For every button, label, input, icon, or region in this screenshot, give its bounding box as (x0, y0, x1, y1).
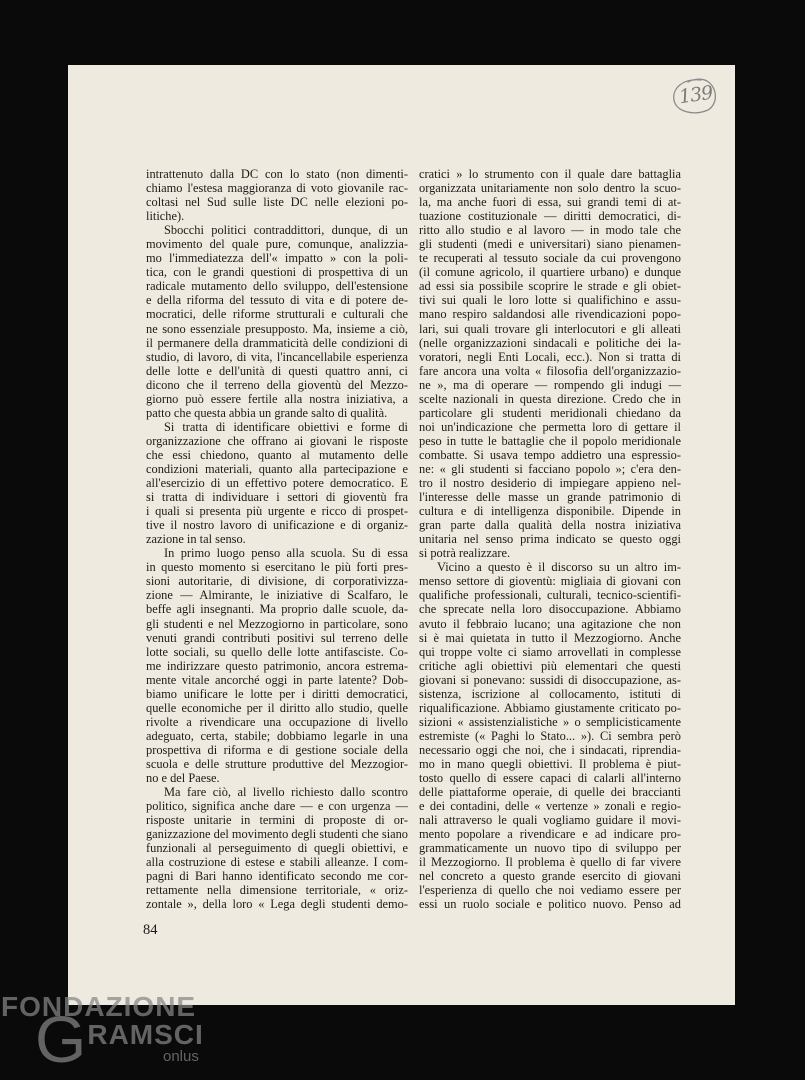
text-line: e della riforma del tessuto di vita e di potere de- (146, 293, 408, 308)
text-line: combatte. Si usava tempo addietro una espressio- (419, 447, 681, 462)
text-line: radicale mutamento dello sviluppo, dell'estensione (146, 279, 408, 294)
paragraph (146, 420, 408, 546)
text-line: mocratici, delle riforme strutturali e culturali che (146, 307, 408, 322)
text-line: mo in mano quegli obiettivi. Il problema è piut- (419, 756, 681, 771)
text-line: Si tratta di identificare obiettivi e forme di (164, 419, 408, 434)
text-line: giovani si ponevano: sussidi di disoccupazione, as- (419, 672, 681, 687)
paragraph (419, 167, 681, 560)
text-line: lari, sui quali trovare gli interlocutori e gli alleati (419, 321, 681, 336)
text-line: cratici » lo strumento con il quale dare battaglia (419, 167, 681, 181)
text-line: noi un'indicazione che permetta loro di gettare il (419, 419, 681, 434)
text-line: organizzata unitariamente non solo dentro la scuo- (419, 181, 681, 196)
text-line: Vicino a questo è il discorso su un altro im- (437, 560, 681, 575)
text-line: che essi chiedono, quanto al mutamento delle (146, 447, 408, 462)
document-page (68, 65, 735, 1005)
text-line: dicono che il terreno della gioventù del Mezzo- (146, 377, 408, 392)
text-line: mente vitale ancorché oggi in parte latente? Dob- (146, 672, 408, 687)
text-line: ganizzazione del movimento degli studenti che siano (146, 827, 408, 842)
text-line: qualifiche professionali, culturali, tecnico-scientifi- (419, 588, 681, 603)
text-line: adeguato, certa, stabile; dobbiamo legarle in una (146, 728, 408, 743)
text-line: estremiste (« Paghi lo Stato... »). Ci sembra però (419, 728, 681, 743)
text-line: zione — Almirante, le iniziative di Scalfaro, le (146, 588, 408, 603)
text-line: scuola e delle strutture produttive del Mezzogior- (146, 756, 408, 771)
text-line: gli studenti e nel Mezzogiorno in particolare, sono (146, 616, 408, 631)
text-line: litiche). (146, 209, 185, 224)
text-line: sistenza, iscrizione al collocamento, istituti di (419, 686, 681, 701)
text-line: zontale », della loro « Lega degli studenti demo- (146, 897, 408, 912)
text-line: tosto quello di essere capaci di calarli all'interno (419, 771, 681, 786)
text-line: sioni autoritarie, di divisione, di corporativizza- (146, 574, 408, 589)
watermark-gramsci: GRAMSCI (35, 1002, 204, 1076)
text-line: tuazione costituzionale — diritti democratici, di- (419, 209, 681, 224)
text-line: in questo momento si esercitano le più forti pres- (146, 560, 408, 575)
paragraph (419, 560, 681, 911)
text-line: si potrà realizzare. (419, 546, 511, 561)
text-line: organizzazione che offrano ai giovani le risposte (146, 433, 408, 448)
text-line: il Mezzogiorno. Il problema è quello di far vivere (419, 855, 681, 870)
text-line: tivi sui quali le loro lotte si qualifichino e assu- (419, 293, 681, 308)
text-line: peso in tutte le battaglie che il popolo meridionale (419, 433, 681, 448)
text-line: gran parte dalla qualità della nostra iniziativa (419, 518, 681, 533)
text-line: alla costruzione di estese e stabili alleanze. I com- (146, 855, 408, 870)
right-column (419, 167, 681, 911)
text-line: tro il nostro desiderio di impiegare appieno nel- (419, 476, 681, 491)
text-line: avuto il febbraio lucano; una agitazione che non (419, 616, 681, 631)
text-line: cultura e di intelligenza disponibile. Dipende in (419, 504, 681, 519)
text-line: lotte sociali, su quello delle lotte antifasciste. Co- (146, 644, 408, 659)
text-line: no e del Paese. (146, 771, 220, 786)
text-line: (nelle organizzazioni sindacali e politiche dei la- (419, 335, 681, 350)
text-line: Ma fare ciò, al livello richiesto dallo scontro (164, 785, 408, 800)
watermark-onlus: onlus (163, 1048, 199, 1065)
text-line: coltasi nel Sud sulle liste DC nelle elezioni po- (146, 195, 408, 210)
page-number: 84 (143, 922, 158, 938)
text-line: te recuperati al tessuto sociale da cui provengono (419, 251, 681, 266)
text-line: gli studenti (medi e universitari) siano pienamen- (419, 237, 681, 252)
text-line: quelle economiche per il diritto allo studio, quelle (146, 700, 408, 715)
text-line: funzionali al perseguimento di quegli obiettivi, e (146, 841, 408, 856)
text-line: menso settore di gioventù: migliaia di giovani con (419, 574, 681, 589)
text-line: scelte nazionali in questa direzione. Credo che in (419, 391, 681, 406)
text-line: qui troppe volte ci siamo arrovellati in complesse (419, 644, 681, 659)
text-line: delle piattaforme operaie, di quelle dei braccianti (419, 785, 681, 800)
paragraph (146, 223, 408, 420)
text-line: si è mai quietata in tutto il Mezzogiorno. Anche (419, 630, 681, 645)
text-line: nali attraverso le quali vogliamo guidare il movi- (419, 813, 681, 828)
archive-number-mark (670, 76, 720, 118)
text-line: prospettiva di riforma e di gestione sociale della (146, 742, 408, 757)
text-line: i quali si presenta più urgente e ricco di prospet- (146, 504, 408, 519)
text-line: zazione in tal senso. (146, 532, 246, 547)
text-line: chiamo l'estesa maggioranza di voto giovanile rac- (146, 181, 408, 196)
text-line: essi un ruolo sociale e politico nuovo. Penso ad (419, 897, 681, 912)
watermark-fondazione: FONDAZIONE (1, 991, 197, 1022)
text-line: riqualificazione. Abbiamo giustamente criticato po- (419, 700, 681, 715)
text-line: critiche agli obiettivi più elementari che questi (419, 658, 681, 673)
text-line: movimento del quale pure, comunque, analizzia- (146, 237, 408, 252)
text-line: In primo luogo penso alla scuola. Su di essa (164, 546, 408, 561)
text-line: venuti grandi contributi positivi sul terreno delle (146, 630, 408, 645)
text-line: voratori, negli Enti Locali, ecc.). Non si tratta di (419, 349, 681, 364)
paragraph (146, 546, 408, 785)
text-line: mo l'immediatezza dell'« impatto » con la poli- (146, 251, 408, 266)
text-line: fare ancora una volta « filosofia dell'organizzazio- (419, 363, 681, 378)
text-line: ne sono essenziale presupposto. Ma, insieme a ciò, (146, 321, 408, 336)
text-line: politico, significa anche dare — e con urgenza — (146, 799, 408, 814)
text-line: giorno può essere fertile alla nostra iniziativa, a (146, 391, 408, 406)
text-line: studio, di lavoro, di vita, l'incancellabile esperienza (146, 349, 408, 364)
text-line: Sbocchi politici contraddittori, dunque, di un (164, 223, 408, 238)
text-line: intrattenuto dalla DC con lo stato (non dimenti- (146, 167, 408, 181)
text-line: particolare gli studenti meridionali chiedano da (419, 405, 681, 420)
text-line: che sprecate nella loro disoccupazione. Abbiamo (419, 602, 681, 617)
paragraph (146, 785, 408, 911)
text-line: sizioni « assistenzialistiche » o semplicisticamente (419, 714, 681, 729)
text-line: necessario oggi che noi, che i sindacati, riprendia- (419, 742, 681, 757)
text-line: pagni di Bari hanno identificato secondo me cor- (146, 869, 408, 884)
text-line: e dei contadini, delle « vertenze » zonali e regio- (419, 799, 681, 814)
text-line: mano respiro saldandosi alle rivendicazioni popo- (419, 307, 681, 322)
text-line: condizioni materiali, quanto alla partecipazione e (146, 461, 408, 476)
text-line: tica, con le grandi questioni di prospettiva di un (146, 265, 408, 280)
archive-number: 139 (677, 81, 714, 109)
text-line: me indirizzare questo patrimonio, ancora estrema- (146, 658, 408, 673)
text-line: unitaria nel senso prima indicato se questo oggi (419, 532, 681, 547)
text-line: la, ma anche fuori di essa, sui grandi temi di at- (419, 195, 681, 210)
text-line: nel concreto a questo grande esercito di giovani (419, 869, 681, 884)
text-line: si tratta di individuare i settori di gioventù fra (146, 490, 408, 505)
left-column (146, 167, 408, 911)
text-line: all'esercizio di un effettivo potere democratico. E (146, 476, 408, 491)
text-line: l'esperienza di quello che noi vediamo essere per (419, 883, 681, 898)
text-line: l'interesse delle masse un grande patrimonio di (419, 490, 681, 505)
text-line: risposte unitarie in termini di proposte di or- (146, 813, 408, 828)
text-line: rettamente nella dimensione territoriale, « oriz- (146, 883, 408, 898)
paragraph (146, 167, 408, 223)
text-line: biamo unificare le lotte per i diritti democratici, (146, 686, 408, 701)
text-line: delle lotte e dell'unità di questi quattro anni, ci (146, 363, 408, 378)
text-line: mento popolare a rivendicare e ad indicare pro- (419, 827, 681, 842)
text-line: rivolte a rivendicare una occupazione di livello (146, 714, 408, 729)
text-line: beffe agli insegnanti. Ma proprio dalle scuole, da- (146, 602, 408, 617)
text-line: grammaticamente un nuovo tipo di sviluppo per (419, 841, 681, 856)
text-line: ne: « gli studenti si facciano popolo »; c'era den- (419, 461, 681, 476)
text-line: (il comune agricolo, il quartiere urbano) e dunque (419, 265, 681, 280)
text-line: tive il nostro lavoro di unificazione e di organiz- (146, 518, 408, 533)
text-line: ne », ma di operare — rompendo gli indugi — (419, 377, 681, 392)
text-line: ad essi sia possibile scoprire le strade e gli obiet- (419, 279, 681, 294)
text-line: patto che questa abbia un grande salto di qualità. (146, 405, 388, 420)
text-line: il permanere della drammaticità delle condizioni di (146, 335, 408, 350)
text-line: ritto allo studio e al lavoro — in modo tale che (419, 223, 681, 238)
